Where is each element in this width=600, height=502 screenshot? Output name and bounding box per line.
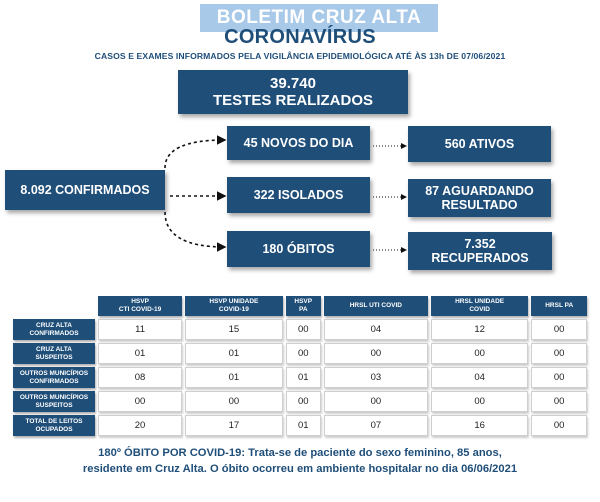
- report-caption: CASOS E EXAMES INFORMADOS PELA VIGILÂNCIA EPIDEMIOLÓGICA ATÉ ÀS 13h DE 07/06/2021: [94, 51, 506, 61]
- table-cell: 04: [431, 367, 529, 388]
- table-cell: 01: [286, 415, 321, 436]
- tests-count: 39.740: [270, 74, 316, 92]
- table-cell: 00: [324, 391, 428, 412]
- column-header-hrsl-pa: HRSL PA: [531, 296, 587, 316]
- table-cell: 16: [431, 415, 529, 436]
- column-header-hsvp-pa: HSVP PA: [286, 296, 321, 316]
- table-row: [13, 415, 587, 436]
- deaths-label: 180 ÓBITOS: [262, 241, 335, 256]
- row-header: CRUZ ALTA CONFIRMADOS: [13, 319, 95, 340]
- waiting-result-box: [408, 179, 551, 217]
- row-header: CRUZ ALTA SUSPEITOS: [13, 343, 95, 364]
- table-row: [13, 367, 587, 388]
- table-cell: 00: [286, 319, 321, 340]
- table-cell: 00: [531, 415, 587, 436]
- table-cell: 00: [531, 343, 587, 364]
- tests-label: TESTES REALIZADOS: [212, 92, 373, 109]
- confirmed-box: [5, 170, 165, 210]
- waiting-label-line2: RESULTADO: [441, 198, 518, 212]
- table-cell: 00: [531, 319, 587, 340]
- table-cell: 11: [98, 319, 182, 340]
- table-cell: 00: [324, 343, 428, 364]
- table-cell: 01: [286, 367, 321, 388]
- table-cell: 08: [98, 367, 182, 388]
- recovered-label: RECUPERADOS: [431, 251, 529, 265]
- table-cell: 00: [431, 391, 529, 412]
- new-of-day-box: [227, 126, 370, 160]
- table-header-row: [13, 296, 587, 316]
- page-title: CORONAVÍRUS: [224, 26, 376, 48]
- table-cell: 01: [185, 367, 283, 388]
- table-cell: 01: [185, 343, 283, 364]
- hospital-beds-table: [10, 293, 590, 439]
- column-header-hrsl-unidade: HRSL UNIDADE COVID: [431, 296, 529, 316]
- death-note-line2: residente em Cruz Alta. O óbito ocorreu em ambiente hospitalar no dia 06/06/2021: [82, 463, 518, 475]
- waiting-label-line1: 87 AGUARDANDO: [425, 183, 534, 198]
- column-header-hsvp-unidade: HSVP UNIDADE COVID-19: [185, 296, 283, 316]
- table-cell: 15: [185, 319, 283, 340]
- table-cell: 00: [531, 367, 587, 388]
- isolated-label: 322 ISOLADOS: [253, 187, 344, 202]
- table-cell: 00: [531, 391, 587, 412]
- row-header: OUTROS MUNICÍPIOS SUSPEITOS: [13, 391, 95, 412]
- recovered-box: [408, 232, 552, 270]
- table-cell: 04: [324, 319, 428, 340]
- table-cell: 00: [286, 343, 321, 364]
- table-cell: 00: [431, 343, 529, 364]
- column-header-hsvp-cti: HSVP CTI COVID-19: [98, 296, 182, 316]
- active-box: [408, 126, 551, 162]
- connector-confirmed-to-new: [165, 140, 225, 168]
- column-header-hrsl-uti: HRSL UTI COVID: [324, 296, 428, 316]
- death-note-line1: 180º ÓBITO POR COVID-19: Trata-se de paciente do sexo feminino, 85 anos,: [98, 447, 502, 459]
- death-note: [0, 445, 600, 477]
- table-cell: 00: [98, 391, 182, 412]
- row-header: OUTROS MUNICÍPIOS CONFIRMADOS: [13, 367, 95, 388]
- bulletin-banner: BOLETIM CRUZ ALTA: [200, 4, 438, 32]
- table-cell: 00: [286, 391, 321, 412]
- table-cell: 07: [324, 415, 428, 436]
- table-row: [13, 391, 587, 412]
- table-cell: 20: [98, 415, 182, 436]
- table-cell: 01: [98, 343, 182, 364]
- table-cell: 17: [185, 415, 283, 436]
- new-of-day-label: 45 NOVOS DO DIA: [243, 135, 354, 150]
- table-row: [13, 343, 587, 364]
- recovered-count: 7.352: [464, 236, 496, 251]
- row-header: TOTAL DE LEITOS OCUPADOS: [13, 415, 95, 436]
- table-corner: [13, 296, 95, 316]
- confirmed-label: 8.092 CONFIRMADOS: [20, 182, 150, 197]
- table-cell: 12: [431, 319, 529, 340]
- isolated-box: [227, 177, 370, 213]
- tests-box: [178, 70, 408, 114]
- active-label: 560 ATIVOS: [444, 136, 515, 151]
- connector-confirmed-to-deaths: [165, 212, 225, 247]
- table-row: [13, 319, 587, 340]
- table-cell: 03: [324, 367, 428, 388]
- deaths-box: [227, 231, 370, 267]
- table-cell: 00: [185, 391, 283, 412]
